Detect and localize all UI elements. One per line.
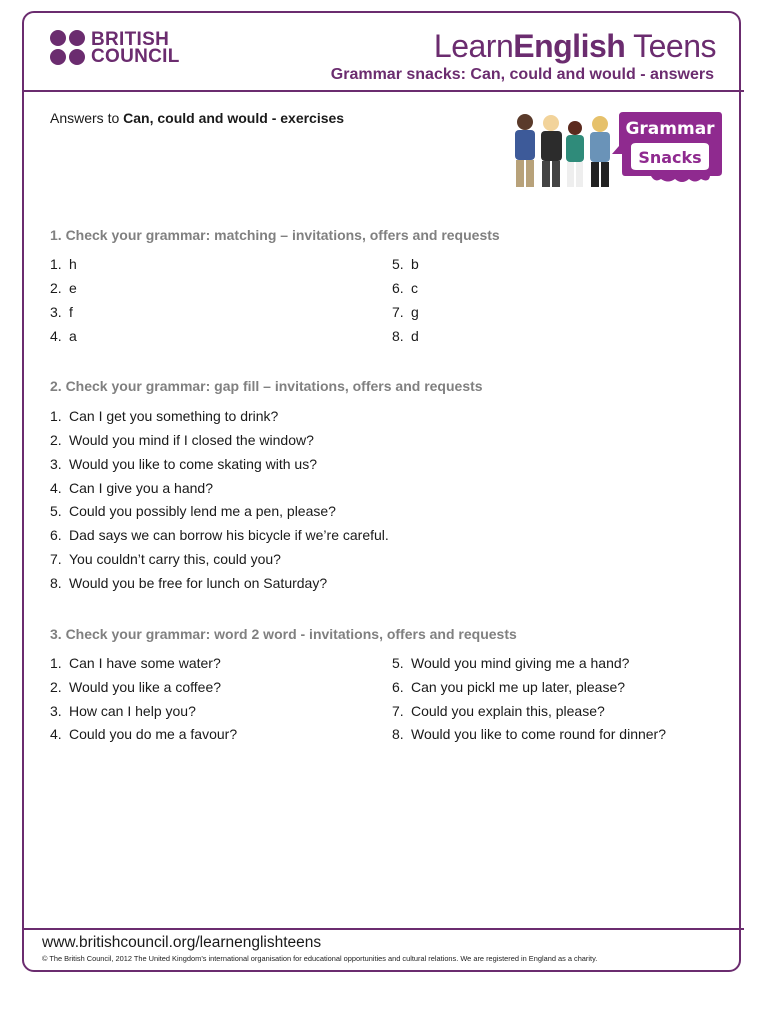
list-item: 5. b: [392, 256, 419, 272]
british-council-logo: [50, 30, 180, 65]
footer-url: www.britishcouncil.org/learnenglishteens: [42, 934, 322, 951]
section-1-title: 1. Check your grammar: matching – invitations, offers and requests: [50, 227, 500, 243]
bc-line-1: BRITISH: [91, 28, 170, 50]
bc-dots-icon: [50, 30, 85, 65]
list-item: 6. Dad says we can borrow his bicycle if we’re careful.: [50, 527, 389, 543]
intro-line: [50, 110, 344, 126]
list-item: 7. You couldn’t carry this, could you?: [50, 551, 281, 567]
list-item: 4. Could you do me a favour?: [50, 726, 238, 742]
list-item: 7. g: [392, 304, 419, 320]
page-subtitle: Grammar snacks: Can, could and would - answers: [330, 66, 714, 83]
characters-illustration-icon: [515, 114, 610, 187]
badge-line-1: Grammar: [625, 119, 715, 139]
list-item: 8. d: [392, 328, 419, 344]
brand-learn: Learn: [433, 28, 514, 64]
speech-bubble-icon: [612, 112, 722, 182]
list-item: 7. Could you explain this, please?: [392, 703, 605, 719]
section-3-title: 3. Check your grammar: word 2 word - invitations, offers and requests: [50, 626, 517, 642]
list-item: 2. Would you like a coffee?: [50, 679, 222, 695]
intro-prefix: Answers to: [50, 110, 124, 126]
bc-line-2: COUNCIL: [91, 45, 180, 67]
list-item: 2. e: [50, 280, 77, 296]
list-item: 1. Can I have some water?: [50, 655, 221, 671]
list-item: 8. Would you like to come round for dinner?: [392, 726, 666, 742]
section-2-title: 2. Check your grammar: gap fill – invitations, offers and requests: [50, 378, 483, 394]
list-item: 4. a: [50, 328, 77, 344]
list-item: 3. Would you like to come skating with us?: [50, 456, 317, 472]
footer-rule: [22, 928, 744, 930]
list-item: 3. f: [50, 304, 73, 320]
grammar-snacks-badge: [505, 110, 723, 195]
learnenglish-teens-logo: [434, 28, 716, 65]
list-item: 4. Can I give you a hand?: [50, 480, 213, 496]
list-item: 5. Could you possibly lend me a pen, please?: [50, 503, 336, 519]
list-item: 3. How can I help you?: [50, 703, 196, 719]
list-item: 5. Would you mind giving me a hand?: [392, 655, 630, 671]
intro-bold: Can, could and would - exercises: [123, 110, 345, 126]
list-item: 2. Would you mind if I closed the window?: [50, 432, 314, 448]
footer-copyright: © The British Council, 2012 The United Kingdom’s international organisation for educational opportunities and cultural relations. We are registered in England as a charity.: [42, 954, 598, 963]
badge-line-2: Snacks: [638, 148, 702, 167]
header-rule: [22, 90, 744, 92]
brand-teens: Teens: [625, 28, 716, 64]
list-item: 8. Would you be free for lunch on Saturday?: [50, 575, 328, 591]
list-item: 1. Can I get you something to drink?: [50, 408, 279, 424]
list-item: 1. h: [50, 256, 77, 272]
list-item: 6. Can you pickl me up later, please?: [392, 679, 626, 695]
brand-english: English: [513, 28, 626, 64]
list-item: 6. c: [392, 280, 418, 296]
